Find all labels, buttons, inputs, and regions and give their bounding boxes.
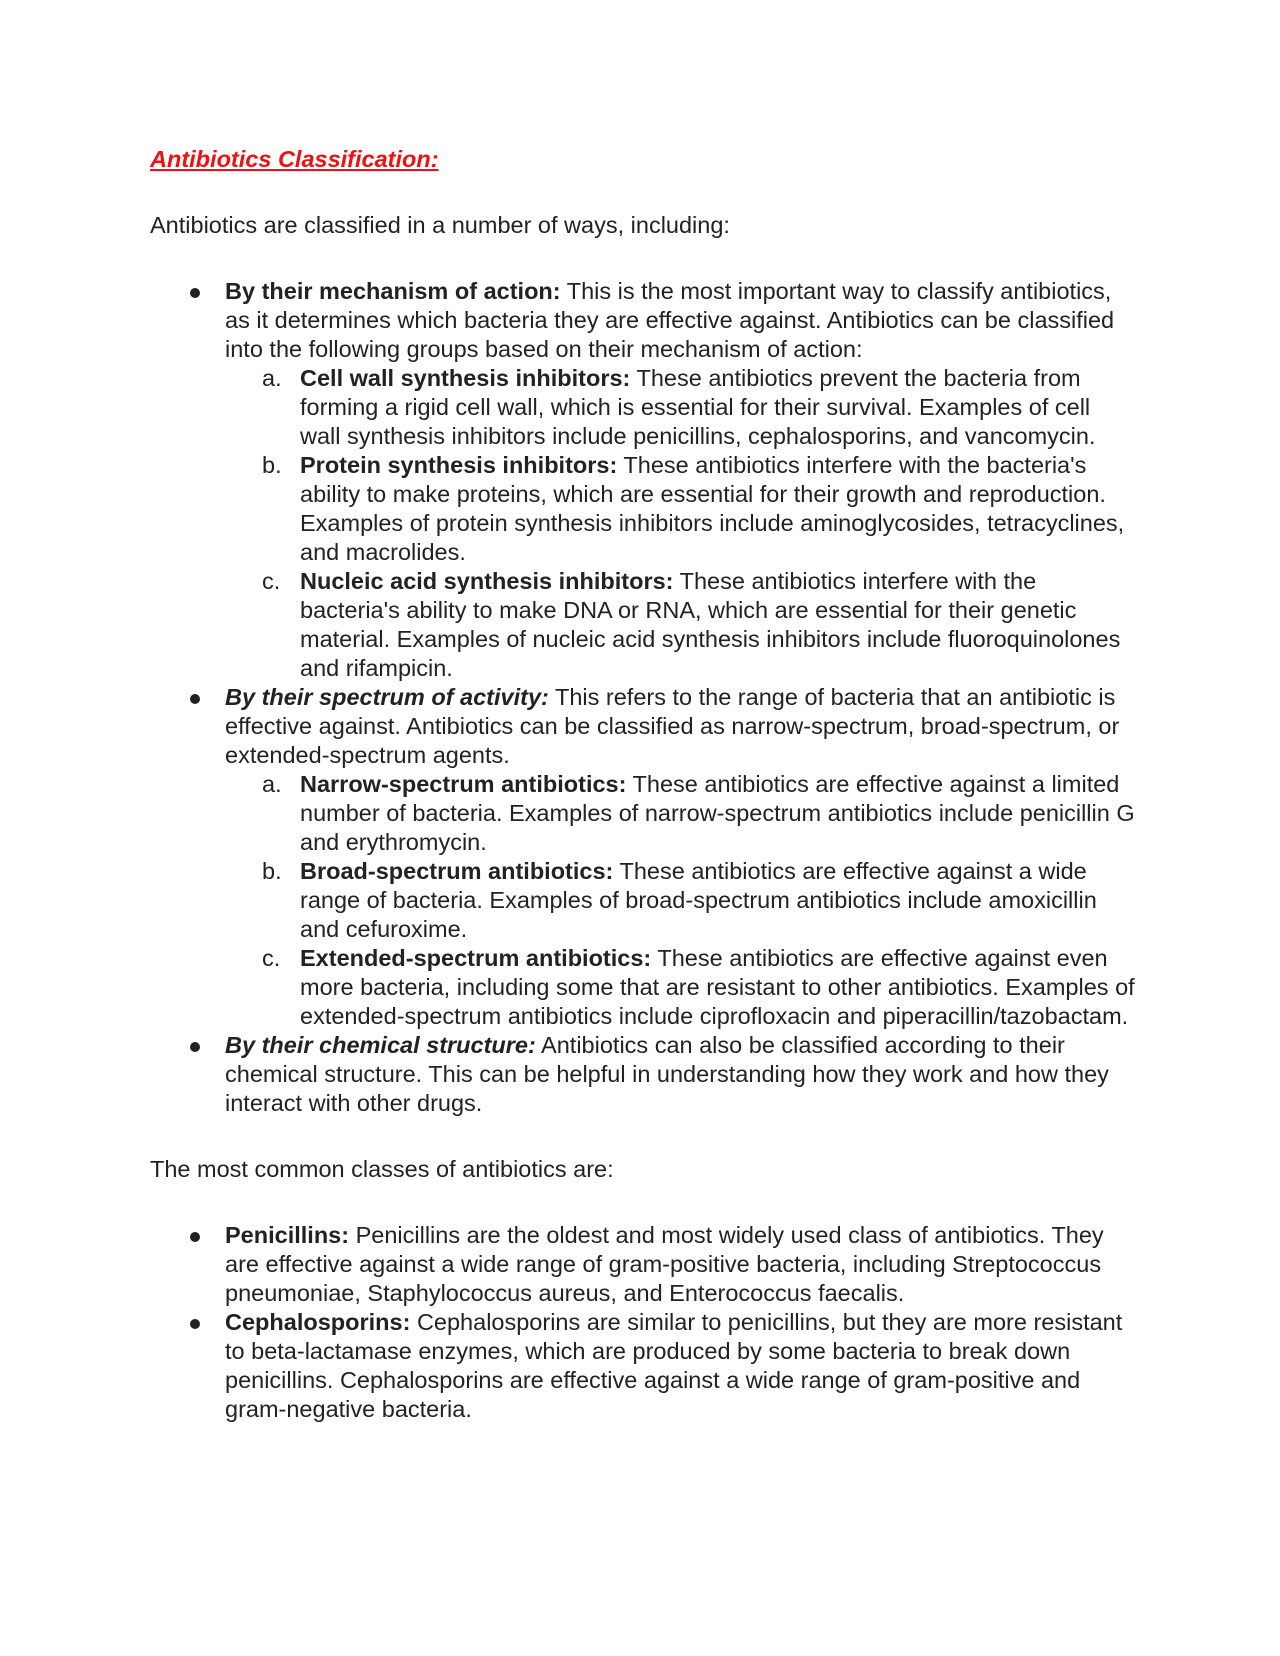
sub-item-text: These antibiotics are effective against a wide range of bacteria. Examples of broad-spectrum antibiotics include amoxicillin and cefuroxime. — [300, 858, 1097, 942]
sub-marker: c. — [262, 945, 281, 971]
sub-item-heading: Cell wall synthesis inhibitors: — [300, 365, 631, 391]
sub-list-item — [225, 770, 1135, 857]
sub-marker: a. — [262, 771, 282, 797]
sub-item-text: These antibiotics interfere with the bacteria's ability to make proteins, which are essential for their growth and reproduction. Examples of protein synthesis inhibitors include aminoglycosides, tetracyclines, and macrolides. — [300, 452, 1125, 565]
sub-list — [225, 770, 1135, 1031]
sub-marker: a. — [262, 365, 282, 391]
sub-list-item — [225, 944, 1135, 1031]
sub-item-text: These antibiotics are effective against even more bacteria, including some that are resistant to other antibiotics. Examples of extended-spectrum antibiotics include ciprofloxacin and piperacillin/tazobactam. — [300, 945, 1135, 1029]
item-heading: By their mechanism of action: — [225, 278, 561, 304]
classification-ways-list — [150, 277, 1135, 1118]
sub-list-item — [225, 451, 1135, 567]
list-item — [150, 1308, 1135, 1424]
sub-item-text: These antibiotics interfere with the bacteria's ability to make DNA or RNA, which are essential for their genetic material. Examples of nucleic acid synthesis inhibitors include fluoroquinolones and rifampicin. — [300, 568, 1121, 681]
sub-list-item — [225, 857, 1135, 944]
bullet-icon — [190, 1232, 200, 1242]
sub-marker: c. — [262, 568, 281, 594]
item-heading: Penicillins: — [225, 1222, 350, 1248]
sub-list — [225, 364, 1135, 683]
bullet-icon — [190, 1042, 200, 1052]
antibiotic-classes-list — [150, 1221, 1135, 1424]
sub-item-heading: Narrow-spectrum antibiotics: — [300, 771, 627, 797]
list-item — [150, 1221, 1135, 1308]
sub-item-heading: Nucleic acid synthesis inhibitors: — [300, 568, 674, 594]
list-item — [150, 1031, 1135, 1118]
sub-marker: b. — [262, 452, 282, 478]
sub-item-heading: Protein synthesis inhibitors: — [300, 452, 618, 478]
document-title: Antibiotics Classification: — [150, 146, 439, 172]
sub-list-item — [225, 364, 1135, 451]
list-item — [150, 277, 1135, 683]
sub-item-text: These antibiotics are effective against a limited number of bacteria. Examples of narrow-spectrum antibiotics include penicillin G and erythromycin. — [300, 771, 1135, 855]
item-text: This refers to the range of bacteria that an antibiotic is effective against. Antibiotics can be classified as narrow-spectrum, broad-spectrum, or extended-spectrum agents. — [225, 684, 1120, 768]
document-page — [150, 145, 1135, 1424]
item-heading: Cephalosporins: — [225, 1309, 411, 1335]
item-text: Penicillins are the oldest and most widely used class of antibiotics. They are effective against a wide range of gram-positive bacteria, including Streptococcus pneumoniae, Staphylococcus aureus, and Enterococcus faecalis. — [225, 1222, 1104, 1306]
sub-item-text: These antibiotics prevent the bacteria from forming a rigid cell wall, which is essential for their survival. Examples of cell wall synthesis inhibitors include penicillins, cephalosporins, and vancomycin. — [300, 365, 1096, 449]
item-heading: By their spectrum of activity: — [225, 684, 549, 710]
item-text: Antibiotics can also be classified according to their chemical structure. This can be helpful in understanding how they work and how they interact with other drugs. — [225, 1032, 1109, 1116]
intro-paragraph: Antibiotics are classified in a number of ways, including: — [150, 212, 730, 238]
list-item — [150, 683, 1135, 1031]
bullet-icon — [190, 694, 200, 704]
sub-item-heading: Extended-spectrum antibiotics: — [300, 945, 652, 971]
bullet-icon — [190, 1319, 200, 1329]
item-heading: By their chemical structure: — [225, 1032, 536, 1058]
item-text: Cephalosporins are similar to penicillins, but they are more resistant to beta-lactamase enzymes, which are produced by some bacteria to break down penicillins. Cephalosporins are effective against a wide range of gram-positive and gram-negative bacteria. — [225, 1309, 1123, 1422]
sub-marker: b. — [262, 858, 282, 884]
classes-intro-paragraph: The most common classes of antibiotics are: — [150, 1156, 614, 1182]
sub-list-item — [225, 567, 1135, 683]
item-text: This is the most important way to classify antibiotics, as it determines which bacteria they are effective against. Antibiotics can be classified into the following groups based on their mechanism of action: — [225, 278, 1115, 362]
sub-item-heading: Broad-spectrum antibiotics: — [300, 858, 614, 884]
bullet-icon — [190, 288, 200, 298]
